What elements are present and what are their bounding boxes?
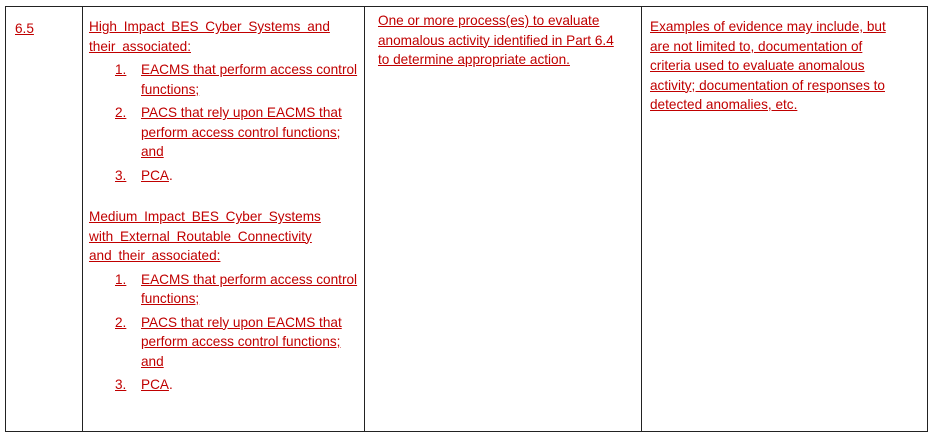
list-item: 2. PACS that rely upon EACMS that perform access control functions; and: [115, 105, 342, 159]
requirements-table: [5, 6, 928, 432]
table-row: [6, 7, 928, 432]
part-id: 6.5: [15, 21, 34, 36]
applicability-block-high: [89, 17, 364, 185]
applicability-block-medium: [89, 207, 364, 395]
evidence-text: activity; documentation of responses to: [650, 77, 885, 93]
evidence-text: criteria used to evaluate anomalous: [650, 58, 865, 73]
evidence-text: detected anomalies, etc.: [650, 97, 798, 112]
requirement-cell: [365, 7, 642, 432]
applicability-heading: Medium Impact BES Cyber Systems with External Routable Connectivity and their associated:: [89, 209, 321, 263]
list-item: 1. EACMS that perform access control functions;: [115, 62, 358, 97]
applicability-cell: [83, 7, 365, 432]
requirement-text: One or more process(es) to evaluate: [378, 13, 600, 28]
asset-list: [89, 60, 364, 185]
requirement-text: to determine appropriate action.: [378, 52, 570, 67]
list-item: 1. EACMS that perform access control functions;: [115, 271, 358, 306]
asset-list: [89, 270, 364, 395]
list-item: 3. PCA.: [115, 167, 173, 183]
applicability-heading: High Impact BES Cyber Systems and their associated:: [89, 19, 330, 54]
evidence-text: Examples of evidence may include, but: [650, 19, 886, 34]
requirement-text: anomalous activity identified in Part 6.4: [378, 32, 614, 48]
list-item: 3. PCA.: [115, 377, 173, 392]
measures-cell: [642, 7, 928, 432]
evidence-text: are not limited to, documentation of: [650, 38, 863, 54]
part-id-cell: [6, 7, 83, 432]
list-item: 2. PACS that rely upon EACMS that perform access control functions; and: [115, 314, 342, 369]
